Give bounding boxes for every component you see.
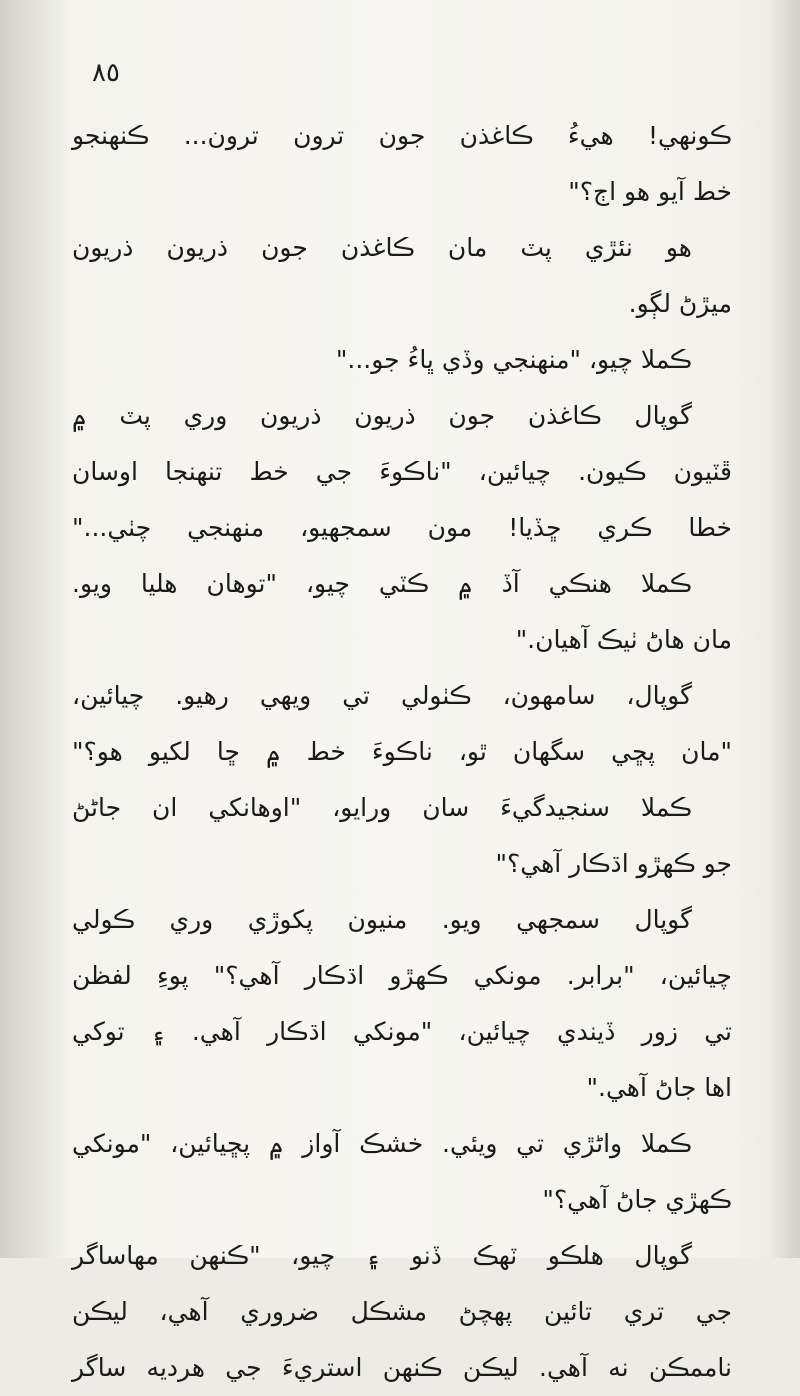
text-line: گوپال هلڪو ٽهڪ ڏنو ۽ چيو، "ڪنهن مهاساگر [72,1241,692,1270]
text-line: هو نئڙي پٽ مان ڪاغذن جون ذريون ذريون [72,233,692,262]
text-line: گوپال، سامهون، ڪٺولي تي ويهي رهيو. چيائين، [72,681,692,710]
text-line: ڪملا سنجيدگيءَ سان ورايو، "اوهانکي ان جاڻڻ [72,793,692,822]
body-text [72,108,732,1396]
text-line: گوپال ڪاغذن جون ذريون ذريون وري پٽ ۾ [72,401,692,430]
page-number: ٨٥ [92,58,120,88]
text-line: ڪملا واڻڙي تي ويئي. خشڪ آواز ۾ پڇيائين، "مونکي [72,1129,692,1158]
page-edge-shadow-right [770,0,800,1258]
text-line: خط آيو هو اڄ؟" [568,177,732,206]
text-line: جو ڪهڙو اڌڪار آهي؟" [495,849,732,878]
text-line: تي زور ڏيندي چيائين، "مونکي اڌڪار آهي. ۽ توکي [72,1017,732,1046]
page-edge-shadow-left [0,0,70,1258]
text-line: ڪملا هنڪي آڏ ۾ ڪٽي چيو، "توهان هليا ويو. [72,569,692,598]
text-line: چيائين، "برابر. مونکي ڪهڙو اڌڪار آهي؟" پوءِ لفظن [72,961,732,990]
text-line: ڦٽيون ڪيون. چيائين، "ناڪوءَ جي خط تنهنجا اوسان [72,457,732,486]
text-line: گوپال سمجهي ويو. منيون پکوڙي وري ڪولي [72,905,692,934]
text-line: ميڙڻ لڳو. [628,289,732,318]
text-line: خطا ڪري ڇڏيا! مون سمجهيو، منهنجي چٺي..." [72,513,732,542]
text-line: جي تري تائين پهچڻ مشڪل ضروري آهي، ليڪن [72,1297,732,1326]
text-line: ڪونهي! هيءُ ڪاغذن جون ترون ترون... ڪنهنجو [72,121,732,150]
text-line: ڪهڙي جاڻ آهي؟" [542,1185,732,1214]
text-line: ڪملا چيو، "منهنجي وڏي ڀاءُ جو..." [335,345,692,374]
text-line: ناممڪن نه آهي. ليڪن ڪنهن استريءَ جي هرديه ساگر [72,1353,732,1382]
text-line: مان هاڻ ٺيڪ آهيان." [515,625,732,654]
text-line: اها جاڻ آهي." [586,1073,732,1102]
text-line: "مان پڇي سگهان ٿو، ناڪوءَ خط ۾ ڇا لکيو هو؟" [72,737,732,766]
